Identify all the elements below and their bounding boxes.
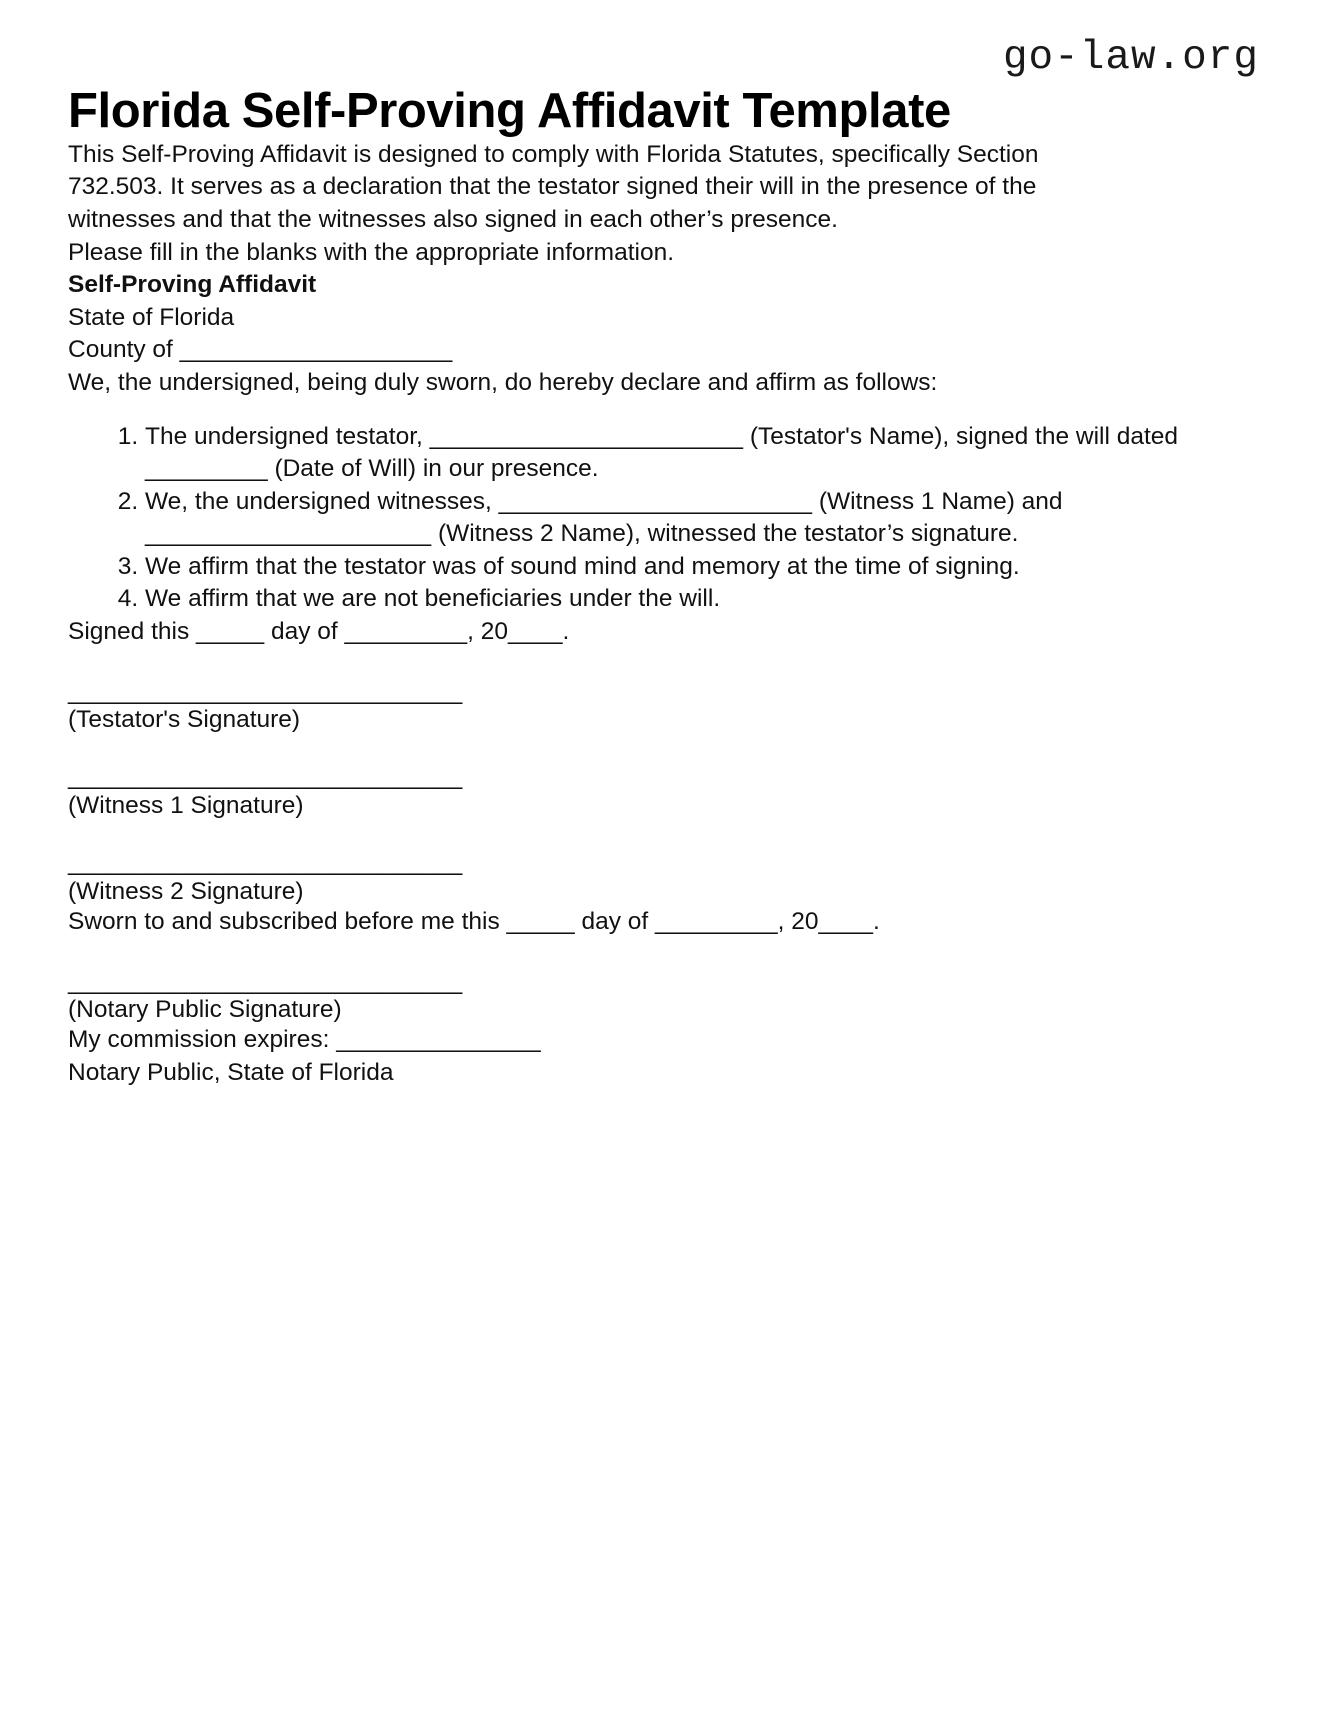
- signature-caption: (Notary Public Signature): [68, 996, 342, 1024]
- list-item: 2. We, the undersigned witnesses, _______________________ (Witness 1 Name) and _____________________ (Witness 2 Name), witnessed the testator’s signature.: [145, 486, 1263, 551]
- signature-rule: ______________________________: [68, 849, 462, 877]
- signature-rule: ______________________________: [68, 677, 462, 705]
- signature-block-testator: [68, 678, 1263, 735]
- signed-this-line: Signed this _____ day of _________, 20____.: [68, 617, 570, 645]
- signature-rule: ______________________________: [68, 967, 462, 995]
- county-line: County of ____________________: [68, 336, 453, 364]
- list-item: 4. We affirm that we are not beneficiaries under the will.: [145, 583, 1263, 616]
- state-line: State of Florida: [68, 303, 235, 331]
- signature-caption: (Testator's Signature): [68, 705, 301, 733]
- signature-caption: (Witness 2 Signature): [68, 877, 304, 905]
- affidavit-clause-list: [68, 421, 1263, 616]
- signature-block-witness-1: [68, 763, 1263, 820]
- notary-public-state-line: Notary Public, State of Florida: [68, 1059, 394, 1087]
- site-watermark: go-law.org: [1002, 35, 1259, 81]
- intro-paragraph: This Self-Proving Affidavit is designed to comply with Florida Statutes, specifically Section 732.503. It serves as a declaration that the testator signed their will in the presence of the witnesses and that the witnesses also signed in each other’s presence.: [68, 140, 1039, 234]
- signature-block-witness-2: [68, 849, 1263, 906]
- signature-block-notary: [68, 968, 1263, 1025]
- commission-expires-line: My commission expires: _______________: [68, 1026, 541, 1054]
- list-item: 3. We affirm that the testator was of sound mind and memory at the time of signing.: [145, 551, 1263, 584]
- signature-caption: (Witness 1 Signature): [68, 791, 304, 819]
- page-title: Florida Self-Proving Affidavit Template: [68, 84, 951, 138]
- declaration-line: We, the undersigned, being duly sworn, do hereby declare and affirm as follows:: [68, 368, 938, 396]
- signature-rule: ______________________________: [68, 763, 462, 791]
- instruction-paragraph: Please fill in the blanks with the appropriate information.: [68, 238, 675, 266]
- section-heading-self-proving-affidavit: Self-Proving Affidavit: [68, 271, 317, 299]
- list-item: 1. The undersigned testator, _______________________ (Testator's Name), signed the will dated _________ (Date of Will) in our presence.: [145, 421, 1263, 486]
- sworn-before-me-line: Sworn to and subscribed before me this _____ day of _________, 20____.: [68, 908, 880, 936]
